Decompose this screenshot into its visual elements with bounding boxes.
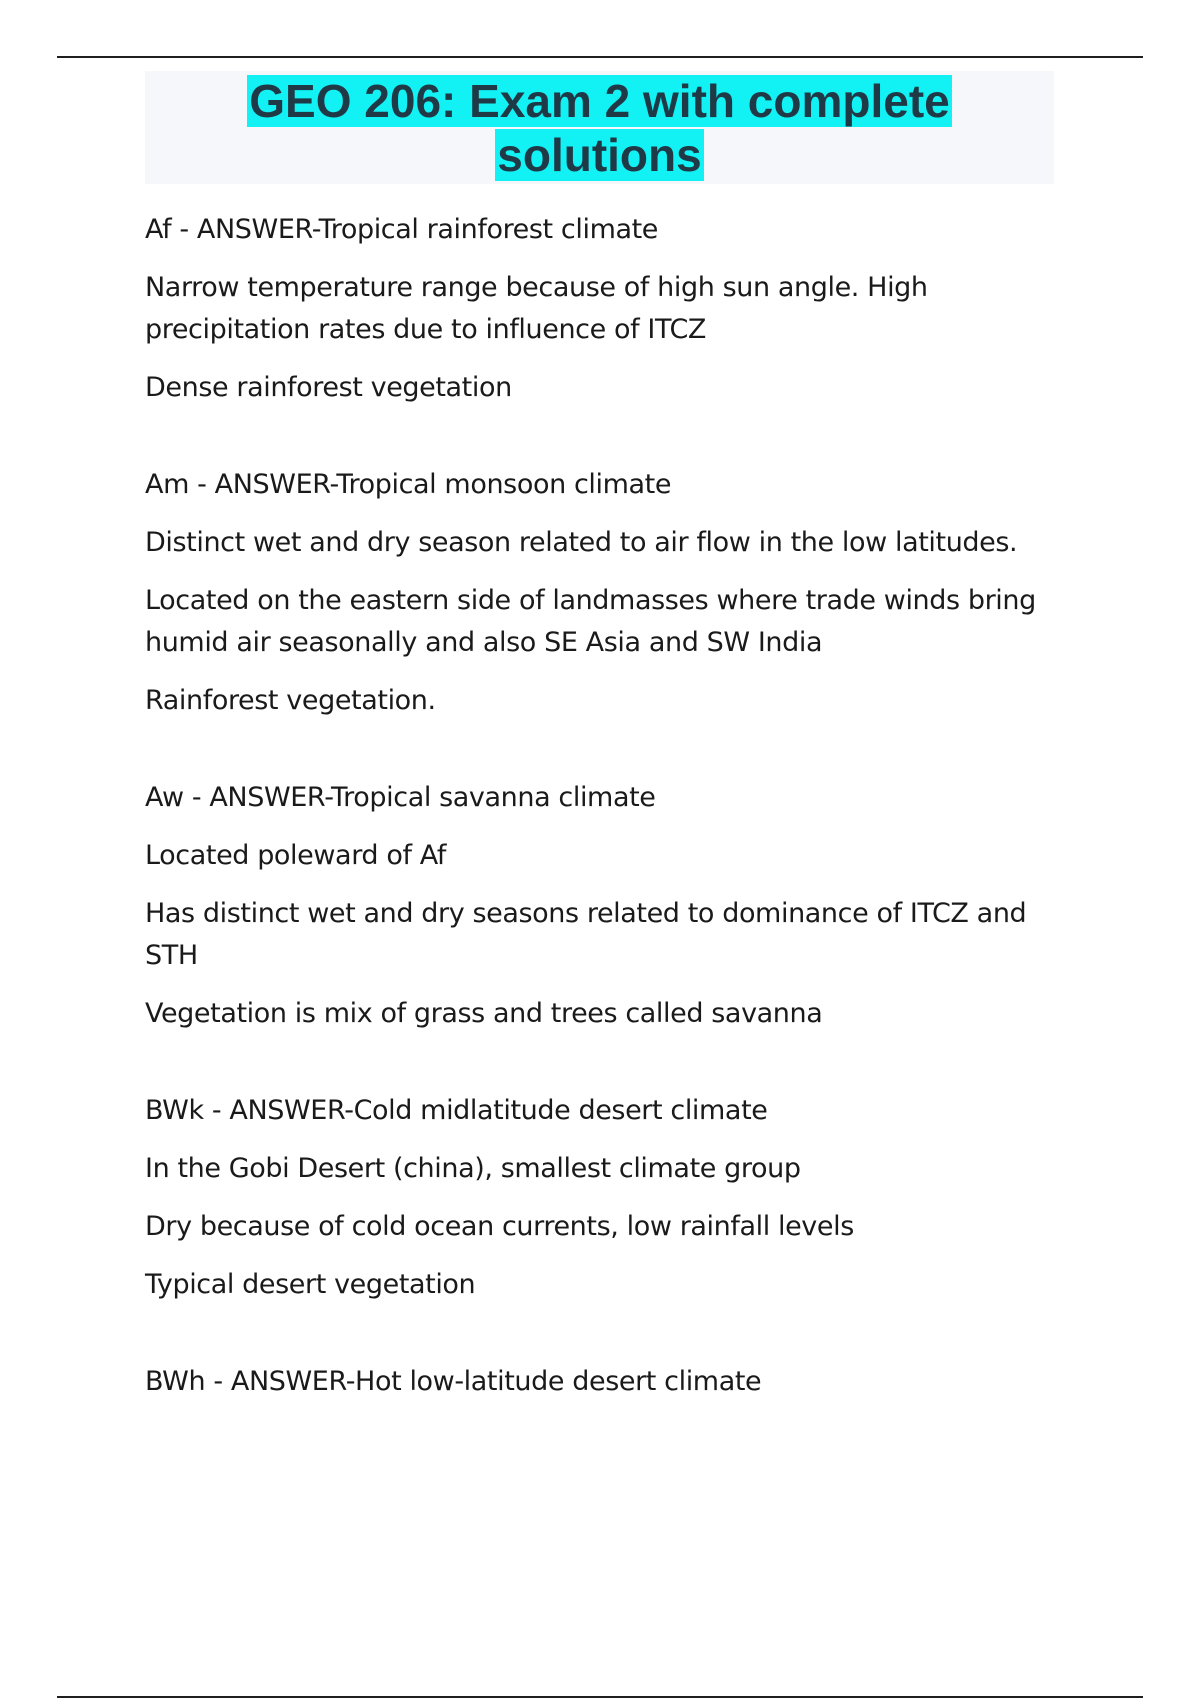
section-line: Has distinct wet and dry seasons related to dominance of ITCZ and STH	[145, 898, 1027, 971]
section-heading: Af - ANSWER-Tropical rainforest climate	[145, 214, 659, 245]
section-line: Dry because of cold ocean currents, low rainfall levels	[145, 1211, 854, 1242]
title-line-2: solutions	[497, 129, 702, 181]
section-line: Distinct wet and dry season related to air flow in the low latitudes.	[145, 527, 1018, 558]
section-heading: Aw - ANSWER-Tropical savanna climate	[145, 782, 656, 813]
section-line: Rainforest vegetation.	[145, 685, 436, 716]
title-banner	[145, 71, 1054, 184]
section-heading: BWh - ANSWER-Hot low-latitude desert climate	[145, 1366, 762, 1397]
section-am	[145, 464, 1045, 722]
section-line: In the Gobi Desert (china), smallest climate group	[145, 1153, 801, 1184]
section-line: Vegetation is mix of grass and trees called savanna	[145, 998, 823, 1029]
section-heading: BWk - ANSWER-Cold midlatitude desert climate	[145, 1095, 768, 1126]
section-bwk	[145, 1090, 1045, 1306]
section-line: Dense rainforest vegetation	[145, 372, 512, 403]
section-heading: Am - ANSWER-Tropical monsoon climate	[145, 469, 672, 500]
top-rule	[57, 56, 1143, 58]
bottom-rule	[57, 1696, 1143, 1698]
section-aw	[145, 777, 1045, 1035]
section-bwh	[145, 1361, 1045, 1403]
section-line: Located on the eastern side of landmasses where trade winds bring humid air seasonally and also SE Asia and SW India	[145, 585, 1036, 658]
section-af	[145, 209, 1045, 409]
section-line: Located poleward of Af	[145, 840, 446, 871]
section-line: Narrow temperature range because of high sun angle. High precipitation rates due to influence of ITCZ	[145, 272, 928, 345]
document-title	[145, 71, 1054, 182]
section-line: Typical desert vegetation	[145, 1269, 476, 1300]
title-line-1: GEO 206: Exam 2 with complete	[249, 75, 950, 127]
document-body	[145, 209, 1045, 1458]
